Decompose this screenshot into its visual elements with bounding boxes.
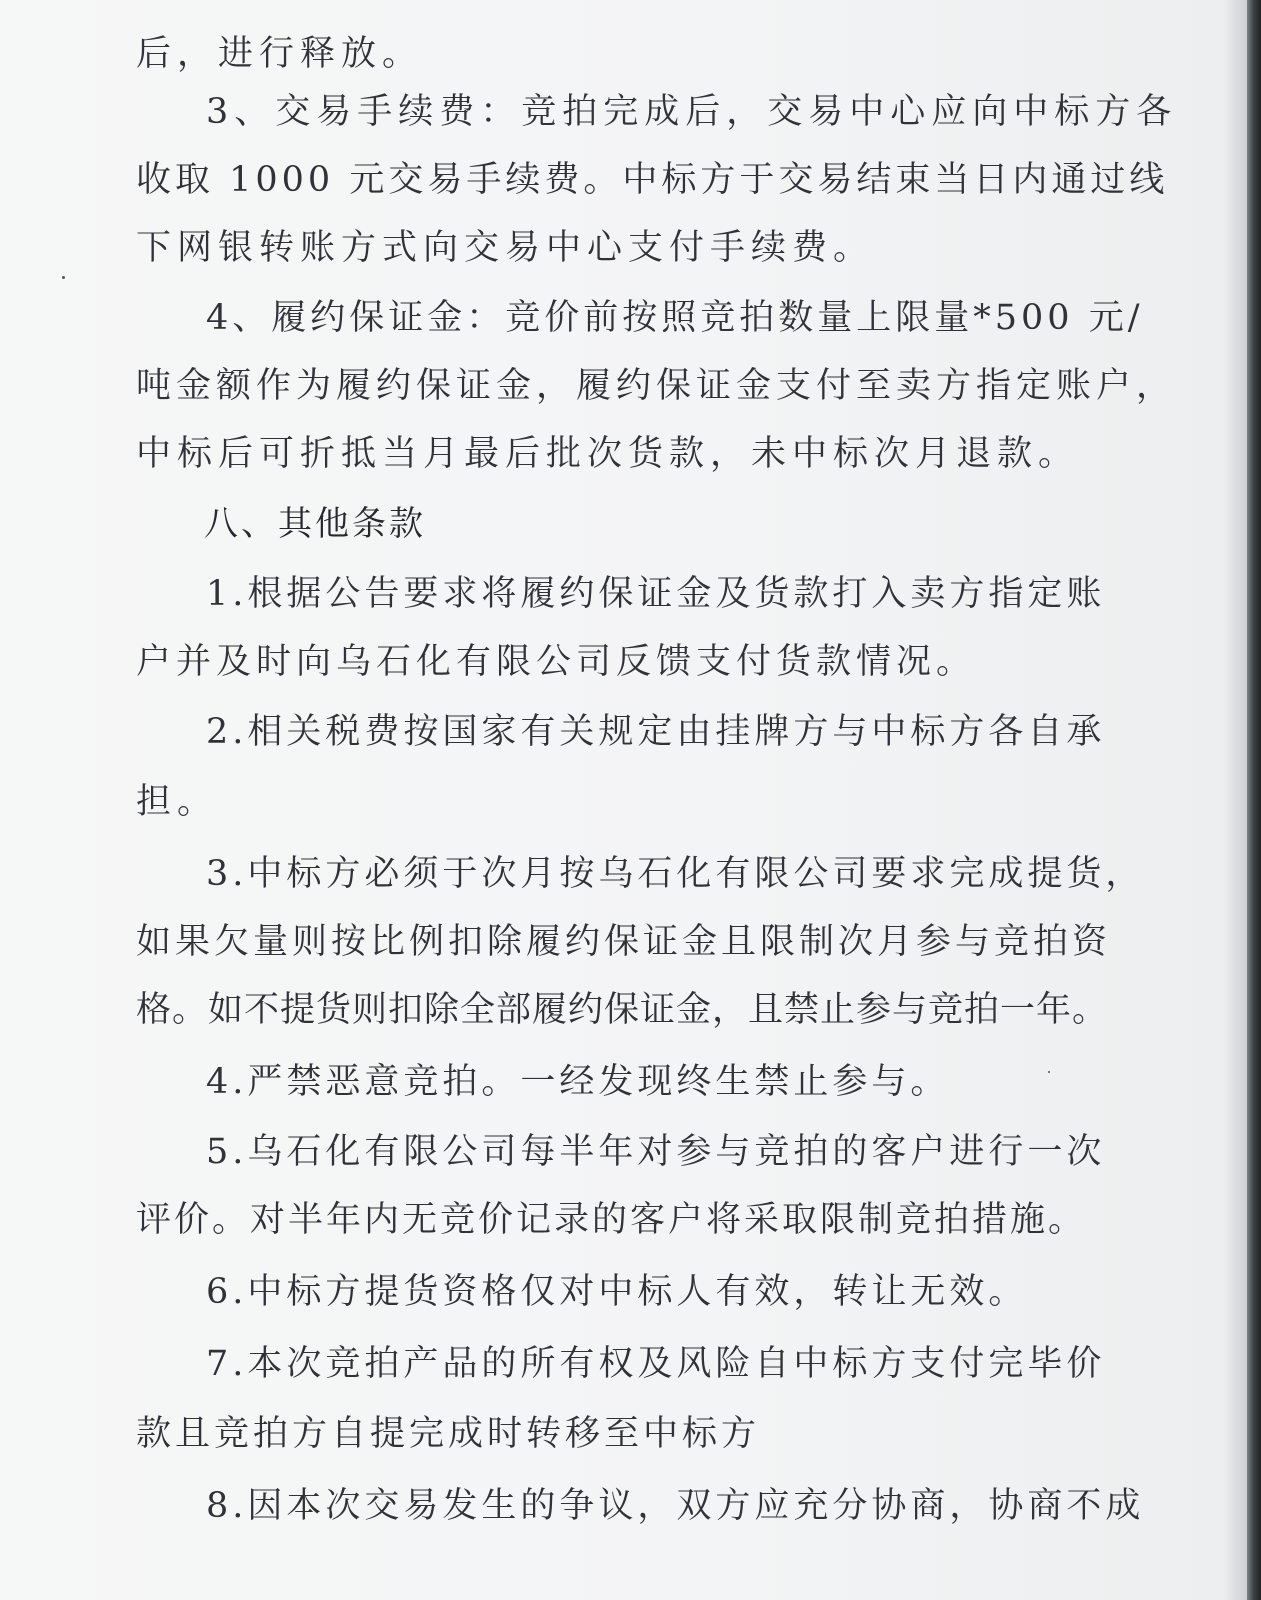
- text-line-21: 款且竞拍方自提完成时转移至中标方: [136, 1414, 761, 1454]
- text-line-16: 4.严禁恶意竞拍。一经发现终生禁止参与。: [206, 1062, 950, 1102]
- text-line-13: 3.中标方必须于次月按乌石化有限公司要求完成提货，: [206, 854, 1145, 894]
- text-line-7: 中标后可折抵当月最后批次货款，未中标次月退款。: [136, 434, 1080, 474]
- text-line-17: 5.乌石化有限公司每半年对参与竞拍的客户进行一次: [206, 1132, 1106, 1172]
- page-edge-shadow: [1223, 0, 1247, 1600]
- section-heading-other-terms: 八、其他条款: [204, 504, 426, 544]
- scan-speck: [1048, 1071, 1050, 1073]
- text-line-9: 1.根据公告要求将履约保证金及货款打入卖方指定账: [206, 574, 1106, 614]
- scan-speck: [62, 276, 65, 279]
- text-line-15: 格。如不提货则扣除全部履约保证金，且禁止参与竞拍一年。: [136, 990, 1109, 1030]
- text-line-20: 7.本次竞拍产品的所有权及风险自中标方支付完毕价: [206, 1344, 1106, 1384]
- page-edge-dark: [1247, 0, 1261, 1600]
- text-line-14: 如果欠量则按比例扣除履约保证金且限制次月参与竞拍资: [136, 922, 1112, 962]
- text-line-5: 4、履约保证金：竞价前按照竞拍数量上限量*500 元/: [206, 298, 1144, 338]
- text-line-18: 评价。对半年内无竞价记录的客户将采取限制竞拍措施。: [136, 1200, 1087, 1240]
- text-line-6: 吨金额作为履约保证金，履约保证金支付至卖方指定账户，: [136, 366, 1177, 406]
- text-line-3: 收取 1000 元交易手续费。中标方于交易结束当日内通过线: [136, 160, 1169, 200]
- text-line-22: 8.因本次交易发生的争议，双方应充分协商，协商不成: [206, 1486, 1145, 1526]
- text-line-19: 6.中标方提货资格仅对中标人有效，转让无效。: [206, 1272, 1028, 1312]
- text-line-11: 2.相关税费按国家有关规定由挂牌方与中标方各自承: [206, 712, 1106, 752]
- text-line-2: 3、交易手续费：竞拍完成后，交易中心应向中标方各: [206, 92, 1178, 132]
- text-line-10: 户并及时向乌石化有限公司反馈支付货款情况。: [136, 642, 977, 682]
- text-line-4: 下网银转账方式向交易中心支付手续费。: [136, 228, 875, 268]
- text-line-1: 后，进行释放。: [136, 34, 424, 74]
- text-line-12: 担。: [136, 782, 219, 822]
